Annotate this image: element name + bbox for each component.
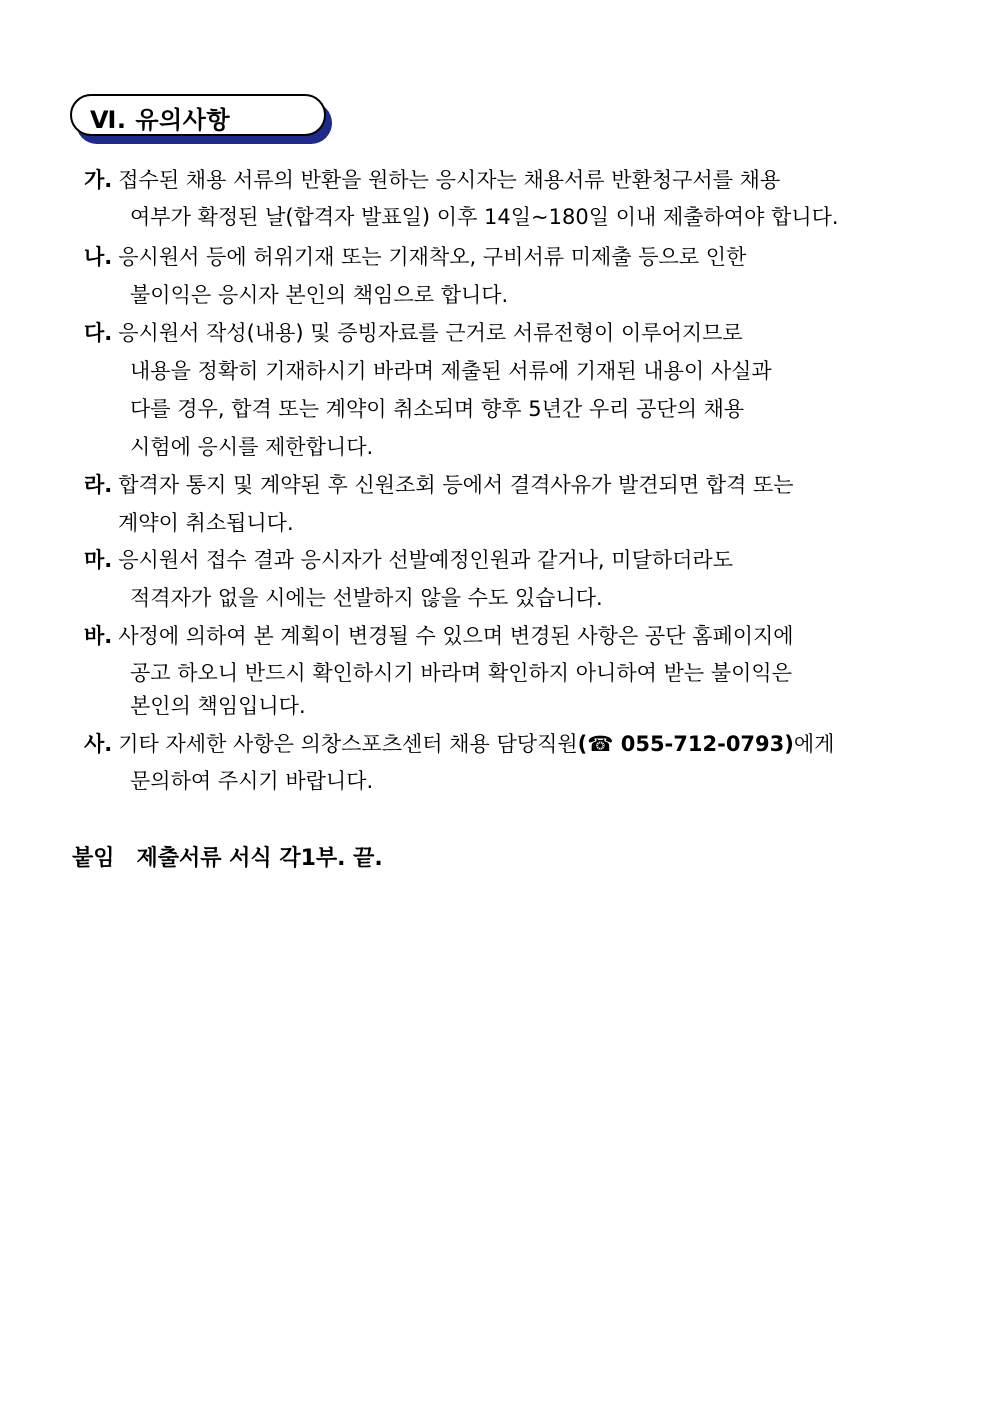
note-ra-line-2: 계약이 취소됩니다. <box>118 511 294 535</box>
note-text: 응시원서 작성(내용) 및 증빙자료를 근거로 서류전형이 이루어지므로 <box>118 321 743 345</box>
note-text: 기타 자세한 사항은 의창스포츠센터 채용 담당직원 <box>118 732 578 756</box>
note-marker: 가. <box>84 168 113 192</box>
note-marker: 바. <box>84 624 113 648</box>
note-text: 응시원서 접수 결과 응시자가 선발예정인원과 같거나, 미달하더라도 <box>118 548 733 572</box>
section-title: Ⅵ. 유의사항 <box>90 106 231 134</box>
note-ba-line-3: 본인의 책임입니다. <box>130 694 306 718</box>
note-da-line-4: 시험에 응시를 제한합니다. <box>130 435 374 459</box>
note-sa-line-1 <box>84 730 834 758</box>
note-na-line-2: 불이익은 응시자 본인의 책임으로 합니다. <box>130 283 509 307</box>
note-marker: 사. <box>84 732 113 756</box>
note-marker: 라. <box>84 473 113 497</box>
note-ma-line-2: 적격자가 없을 시에는 선발하지 않을 수도 있습니다. <box>130 586 603 610</box>
note-da-line-2: 내용을 정확히 기재하시기 바라며 제출된 서류에 기재된 내용이 사실과 <box>130 359 772 383</box>
note-na-line-1 <box>84 243 746 271</box>
attachment-text: 제출서류 서식 각1부. 끝. <box>136 846 383 871</box>
section-header <box>70 94 334 146</box>
contact-phone: (☎ 055-712-0793) <box>577 732 794 756</box>
note-text: 응시원서 등에 허위기재 또는 기재착오, 구비서류 미제출 등으로 인한 <box>118 245 747 269</box>
note-marker: 마. <box>84 548 113 572</box>
note-text: 사정에 의하여 본 계획이 변경될 수 있으며 변경된 사항은 공단 홈페이지에 <box>118 624 794 648</box>
note-ba-line-2: 공고 하오니 반드시 확인하시기 바라며 확인하지 아니하여 받는 불이익은 <box>130 661 792 685</box>
note-ra-line-1 <box>84 471 794 499</box>
note-ba-line-1 <box>84 622 794 650</box>
note-ga-line-2: 여부가 확정된 날(합격자 발표일) 이후 14일~180일 이내 제출하여야 합니다. <box>130 205 839 229</box>
attachment-label: 붙임 <box>72 846 115 871</box>
attachment-line <box>72 845 383 873</box>
note-da-line-3: 다를 경우, 합격 또는 계약이 취소되며 향후 5년간 우리 공단의 채용 <box>130 397 745 421</box>
note-sa-line-2: 문의하여 주시기 바랍니다. <box>130 769 374 793</box>
note-ma-line-1 <box>84 546 733 574</box>
note-text-suffix: 에게 <box>793 732 835 756</box>
note-text: 접수된 채용 서류의 반환을 원하는 응시자는 채용서류 반환청구서를 채용 <box>118 168 781 192</box>
note-marker: 나. <box>84 245 113 269</box>
note-marker: 다. <box>84 321 113 345</box>
note-text: 합격자 통지 및 계약된 후 신원조회 등에서 결격사유가 발견되면 합격 또는 <box>118 473 794 497</box>
note-ga-line-1 <box>84 166 780 194</box>
note-da-line-1 <box>84 319 743 347</box>
